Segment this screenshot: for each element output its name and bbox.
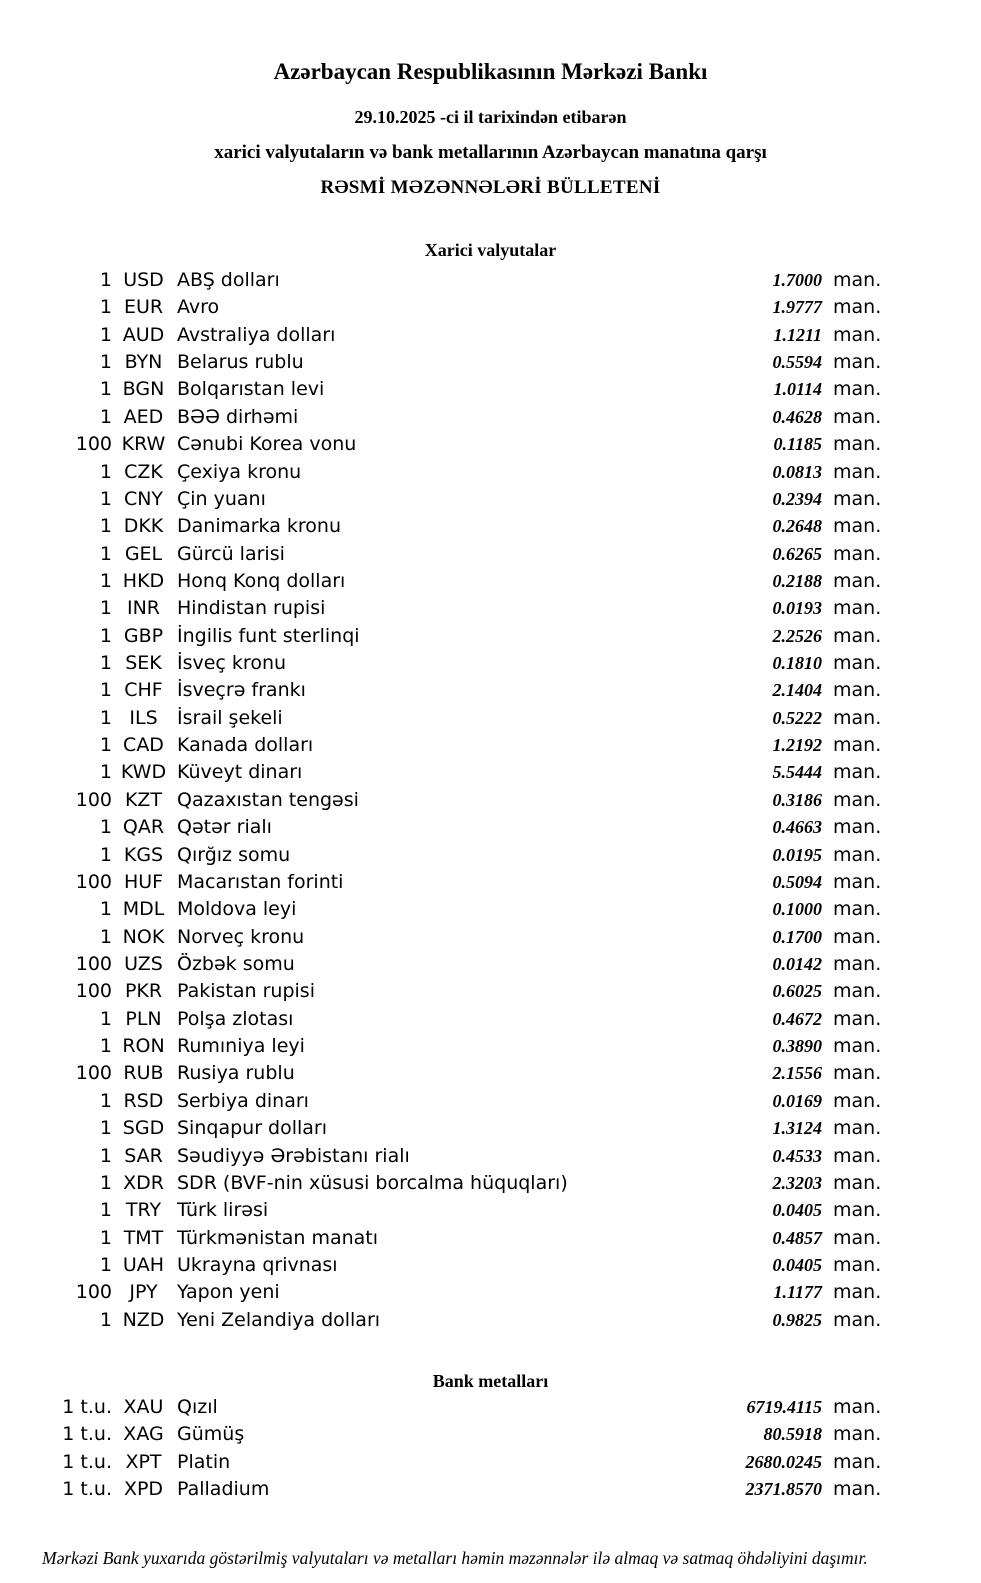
currency-code-cell: CHF [124,679,163,702]
quantity-cell: 1 [99,734,112,757]
rate-value-cell: 1.1211 [773,324,822,345]
table-row [0,650,885,677]
quantity-cell: 100 [75,870,112,893]
unit-label-cell: man. [833,706,882,729]
table-row [0,951,885,978]
currency-name-cell: BƏƏ dirhəmi [177,405,299,428]
currency-code-cell: DKK [123,515,164,538]
metals-table [0,1394,885,1503]
rate-value-cell: 1.3124 [772,1118,822,1139]
unit-label-cell: man. [833,460,882,483]
table-row [0,322,885,349]
table-row [0,1170,885,1197]
unit-label-cell: man. [833,870,882,893]
unit-label-cell: man. [833,1450,882,1473]
rate-value-cell: 1.1177 [773,1282,822,1303]
unit-label-cell: man. [833,652,882,675]
rate-value-cell: 0.4857 [772,1227,822,1248]
table-row [0,677,885,704]
quantity-cell: 1 [99,269,112,291]
quantity-cell: 1 [99,1226,112,1249]
table-row [0,842,885,869]
rate-value-cell: 0.1810 [772,653,822,674]
unit-label-cell: man. [833,296,882,319]
currency-name-cell: Gümüş [177,1423,245,1446]
unit-label-cell: man. [833,1423,882,1446]
rate-value-cell: 0.6265 [772,543,822,564]
table-row [0,1421,885,1448]
rate-value-cell: 0.3186 [772,789,822,810]
unit-label-cell: man. [833,980,882,1003]
currency-name-cell: Cənubi Korea vonu [177,433,357,456]
table-row [0,294,885,321]
currency-code-cell: RUB [123,1062,164,1085]
currency-name-cell: Küveyt dinarı [177,761,303,784]
rate-value-cell: 1.2192 [772,735,822,756]
rate-value-cell: 80.5918 [763,1424,822,1445]
currency-name-cell: Moldova leyi [177,898,297,921]
currency-name-cell: İngilis funt sterlinqi [177,624,360,647]
currency-name-cell: Çin yuanı [177,487,266,510]
quantity-cell: 100 [75,433,112,456]
table-row [0,1476,885,1503]
currency-name-cell: Hindistan rupisi [177,597,326,620]
currency-name-cell: Ukrayna qrivnası [177,1253,338,1276]
currency-code-cell: JPY [129,1281,158,1304]
currency-name-cell: İsveçrə frankı [177,679,306,702]
currency-code-cell: BGN [122,378,165,401]
currency-code-cell: CNY [123,487,164,510]
table-row [0,1307,885,1334]
currency-code-cell: HUF [123,870,164,893]
rate-value-cell: 2680.0245 [745,1451,822,1472]
currency-name-cell: Kanada dolları [177,734,314,757]
unit-label-cell: man. [833,1253,882,1276]
quantity-cell: 1 [99,487,112,510]
quantity-cell: 1 [99,515,112,538]
rate-value-cell: 1.7000 [772,270,822,290]
unit-label-cell: man. [833,1089,882,1112]
unit-label-cell: man. [833,1199,882,1222]
quantity-cell: 1 [99,816,112,839]
unit-label-cell: man. [833,515,882,538]
rate-value-cell: 0.1700 [772,926,822,947]
quantity-cell: 100 [75,1062,112,1085]
quantity-cell: 1 t.u. [62,1396,112,1419]
currency-code-cell: KZT [124,788,163,811]
quantity-cell: 100 [75,952,112,975]
unit-label-cell: man. [833,569,882,592]
table-row [0,1115,885,1142]
rate-value-cell: 0.2188 [772,570,822,591]
quantity-cell: 1 [99,1199,112,1222]
table-row [0,759,885,786]
rate-value-cell: 0.0195 [772,844,822,865]
unit-label-cell: man. [833,679,882,702]
currency-code-cell: SAR [124,1144,163,1167]
currency-name-cell: Türk lirəsi [177,1199,269,1222]
currency-name-cell: ABŞ dolları [177,269,280,291]
currency-code-cell: TRY [125,1199,162,1222]
currency-code-cell: KWD [120,761,167,784]
currency-name-cell: Çexiya kronu [177,460,302,483]
currency-code-cell: INR [126,597,161,620]
effective-date-line: 29.10.2025 -ci il tarixindən etibarən [354,107,627,127]
rate-value-cell: 0.1000 [772,899,822,920]
table-row [0,541,885,568]
quantity-cell: 1 [99,1308,112,1331]
rate-value-cell: 0.0193 [772,598,822,619]
currency-code-cell: GBP [123,624,164,647]
quantity-cell: 1 [99,460,112,483]
table-row [0,1006,885,1033]
unit-label-cell: man. [833,1478,882,1501]
unit-label-cell: man. [833,816,882,839]
unit-label-cell: man. [833,1117,882,1140]
currency-code-cell: CZK [124,460,163,483]
currency-name-cell: Özbək somu [177,952,295,975]
currency-code-cell: EUR [123,296,164,319]
unit-label-cell: man. [833,487,882,510]
rate-value-cell: 2.1556 [772,1063,822,1084]
currency-name-cell: Yapon yeni [177,1281,280,1304]
currency-name-cell: İsveç kronu [177,652,287,675]
currency-code-cell: KGS [123,843,164,866]
quantity-cell: 1 [99,1089,112,1112]
quantity-cell: 1 [99,1035,112,1058]
quantity-cell: 1 [99,1117,112,1140]
currency-name-cell: Platin [177,1450,231,1473]
currency-code-cell: XAU [123,1396,164,1419]
currency-name-cell: Gürcü larisi [177,542,285,565]
table-row [0,869,885,896]
rate-value-cell: 0.3890 [772,1036,822,1057]
table-row [0,1060,885,1087]
table-row [0,1143,885,1170]
unit-label-cell: man. [833,433,882,456]
unit-label-cell: man. [833,624,882,647]
currency-name-cell: Qətər rialı [177,816,272,839]
unit-label-cell: man. [833,788,882,811]
currency-code-cell: MDL [122,898,165,921]
quantity-cell: 1 [99,706,112,729]
table-row [0,705,885,732]
table-row [0,1279,885,1306]
currency-name-cell: Rusiya rublu [177,1062,295,1085]
unit-label-cell: man. [833,1226,882,1249]
unit-label-cell: man. [833,323,882,346]
rate-value-cell: 2.2526 [772,625,822,646]
currency-code-cell: UZS [124,952,163,975]
table-row [0,568,885,595]
currency-name-cell: Avro [177,296,220,319]
currency-code-cell: HKD [122,569,165,592]
quantity-cell: 1 [99,679,112,702]
currency-name-cell: Danimarka kronu [177,515,342,538]
currency-code-cell: XDR [123,1171,164,1194]
unit-label-cell: man. [833,761,882,784]
quantity-cell: 1 [99,1007,112,1030]
currency-code-cell: XAG [123,1423,164,1446]
currency-name-cell: İsrail şekeli [177,706,283,729]
currency-name-cell: Səudiyyə Ərəbistanı rialı [177,1144,410,1167]
currency-code-cell: GEL [124,542,163,565]
quantity-cell: 1 [99,597,112,620]
currency-name-cell: Qırğız somu [177,843,291,866]
unit-label-cell: man. [833,1007,882,1030]
table-row [0,1394,885,1421]
rate-value-cell: 0.0405 [772,1254,822,1275]
unit-label-cell: man. [833,1396,882,1419]
unit-label-cell: man. [833,925,882,948]
currency-code-cell: SEK [125,652,162,675]
table-row [0,486,885,513]
table-row [0,896,885,923]
currency-name-cell: Macarıstan forinti [177,870,344,893]
subtitle-line: xarici valyutaların və bank metallarının Azərbaycan manatına qarşı [214,142,767,163]
table-row [0,978,885,1005]
currency-code-cell: QAR [122,816,165,839]
rate-value-cell: 2.3203 [772,1172,822,1193]
unit-label-cell: man. [833,1281,882,1304]
rate-value-cell: 0.5594 [772,352,822,373]
rate-value-cell: 0.1185 [773,434,822,455]
quantity-cell: 1 t.u. [62,1423,112,1446]
currency-code-cell: XPT [125,1450,162,1473]
rate-value-cell: 0.0169 [772,1090,822,1111]
quantity-cell: 1 [99,624,112,647]
table-row [0,1088,885,1115]
unit-label-cell: man. [833,1144,882,1167]
unit-label-cell: man. [833,1062,882,1085]
unit-label-cell: man. [833,734,882,757]
table-row [0,431,885,458]
currency-code-cell: UAH [122,1253,165,1276]
unit-label-cell: man. [833,597,882,620]
quantity-cell: 1 t.u. [62,1478,112,1501]
footer-obligation-note: Mərkəzi Bank yuxarıda göstərilmiş valyutaları və metalları həmin məzənnələr ilə almaq və satmaq öhdəliyini daşımır. [42,1548,868,1569]
rate-value-cell: 0.5094 [772,871,822,892]
bank-name-title: Azərbaycan Respublikasının Mərkəzi Bankı [273,59,708,84]
currency-name-cell: Rumıniya leyi [177,1035,305,1058]
quantity-cell: 100 [75,980,112,1003]
unit-label-cell: man. [833,351,882,374]
quantity-cell: 1 [99,569,112,592]
table-row [0,732,885,759]
rate-value-cell: 1.0114 [773,379,822,400]
table-row [0,1033,885,1060]
quantity-cell: 1 [99,1171,112,1194]
rate-value-cell: 0.5222 [772,707,822,728]
table-row [0,1449,885,1476]
currencies-section-title: Xarici valyutalar [424,240,557,260]
unit-label-cell: man. [833,1308,882,1331]
currency-code-cell: ILS [129,706,158,729]
currency-name-cell: Avstraliya dolları [177,323,336,346]
table-row [0,267,885,294]
quantity-cell: 1 [99,351,112,374]
unit-label-cell: man. [833,269,882,291]
rate-value-cell: 2371.8570 [745,1479,822,1500]
table-row [0,595,885,622]
quantity-cell: 1 [99,405,112,428]
currency-code-cell: AUD [122,323,165,346]
rate-value-cell: 0.4663 [772,817,822,838]
currency-code-cell: RON [122,1035,165,1058]
rate-value-cell: 0.0813 [772,461,822,482]
bulletin-title: RƏSMİ MƏZƏNNƏLƏRİ BÜLLETENİ [320,177,661,198]
currency-name-cell: Norveç kronu [177,925,305,948]
unit-label-cell: man. [833,378,882,401]
quantity-cell: 1 [99,652,112,675]
rate-value-cell: 1.9777 [772,297,822,318]
unit-label-cell: man. [833,1035,882,1058]
currency-code-cell: AED [123,405,164,428]
unit-label-cell: man. [833,542,882,565]
currency-code-cell: CAD [123,734,164,757]
rate-value-cell: 0.0142 [772,953,822,974]
quantity-cell: 1 [99,1253,112,1276]
quantity-cell: 1 [99,761,112,784]
currency-code-cell: USD [123,269,164,291]
currency-code-cell: RSD [123,1089,164,1112]
unit-label-cell: man. [833,898,882,921]
currency-name-cell: Türkmənistan manatı [177,1226,379,1249]
table-row [0,349,885,376]
quantity-cell: 1 [99,925,112,948]
rate-value-cell: 0.0405 [772,1200,822,1221]
quantity-cell: 1 [99,1144,112,1167]
unit-label-cell: man. [833,952,882,975]
table-row [0,513,885,540]
rate-value-cell: 0.2394 [772,488,822,509]
currency-code-cell: TMT [123,1226,164,1249]
quantity-cell: 1 [99,843,112,866]
table-row [0,404,885,431]
table-row [0,787,885,814]
currency-code-cell: NOK [122,925,165,948]
currency-name-cell: Belarus rublu [177,351,304,374]
rate-value-cell: 2.1404 [772,680,822,701]
currency-name-cell: SDR (BVF-nin xüsusi borcalma hüquqları) [177,1171,568,1194]
quantity-cell: 1 [99,898,112,921]
table-row [0,924,885,951]
currency-name-cell: Bolqarıstan levi [177,378,325,401]
currency-name-cell: Qazaxıstan tengəsi [177,788,359,811]
rate-value-cell: 0.2648 [772,516,822,537]
currency-code-cell: NZD [122,1308,165,1331]
quantity-cell: 1 [99,296,112,319]
quantity-cell: 1 [99,542,112,565]
quantity-cell: 1 [99,378,112,401]
currency-name-cell: Polşa zlotası [177,1007,294,1030]
quantity-cell: 1 [99,323,112,346]
rate-value-cell: 6719.4115 [746,1397,822,1418]
unit-label-cell: man. [833,1171,882,1194]
unit-label-cell: man. [833,843,882,866]
currency-code-cell: BYN [124,351,163,374]
currencies-table [0,267,885,1334]
quantity-cell: 1 t.u. [62,1450,112,1473]
currency-code-cell: PLN [125,1007,162,1030]
currency-name-cell: Honq Konq dolları [177,569,346,592]
currency-name-cell: Palladium [177,1478,270,1501]
currency-code-cell: SGD [122,1117,165,1140]
table-row [0,1197,885,1224]
currency-code-cell: KRW [121,433,166,456]
table-row [0,376,885,403]
currency-code-cell: XPD [123,1478,164,1501]
currency-name-cell: Qızıl [177,1396,218,1419]
currency-name-cell: Sinqapur dolları [177,1117,328,1140]
rate-value-cell: 0.9825 [772,1309,822,1330]
rate-value-cell: 0.4628 [772,406,822,427]
rate-value-cell: 0.4533 [772,1145,822,1166]
rate-value-cell: 5.5444 [772,762,822,783]
currency-code-cell: PKR [124,980,163,1003]
table-row [0,623,885,650]
table-row [0,459,885,486]
table-row [0,1225,885,1252]
rate-value-cell: 0.4672 [772,1008,822,1029]
rate-value-cell: 0.6025 [772,981,822,1002]
currency-name-cell: Pakistan rupisi [177,980,315,1003]
unit-label-cell: man. [833,405,882,428]
currency-name-cell: Serbiya dinarı [177,1089,309,1112]
quantity-cell: 100 [75,788,112,811]
metals-section-title: Bank metalları [432,1371,549,1392]
currency-name-cell: Yeni Zelandiya dolları [177,1308,381,1331]
table-row [0,1252,885,1279]
table-row [0,814,885,841]
quantity-cell: 100 [75,1281,112,1304]
